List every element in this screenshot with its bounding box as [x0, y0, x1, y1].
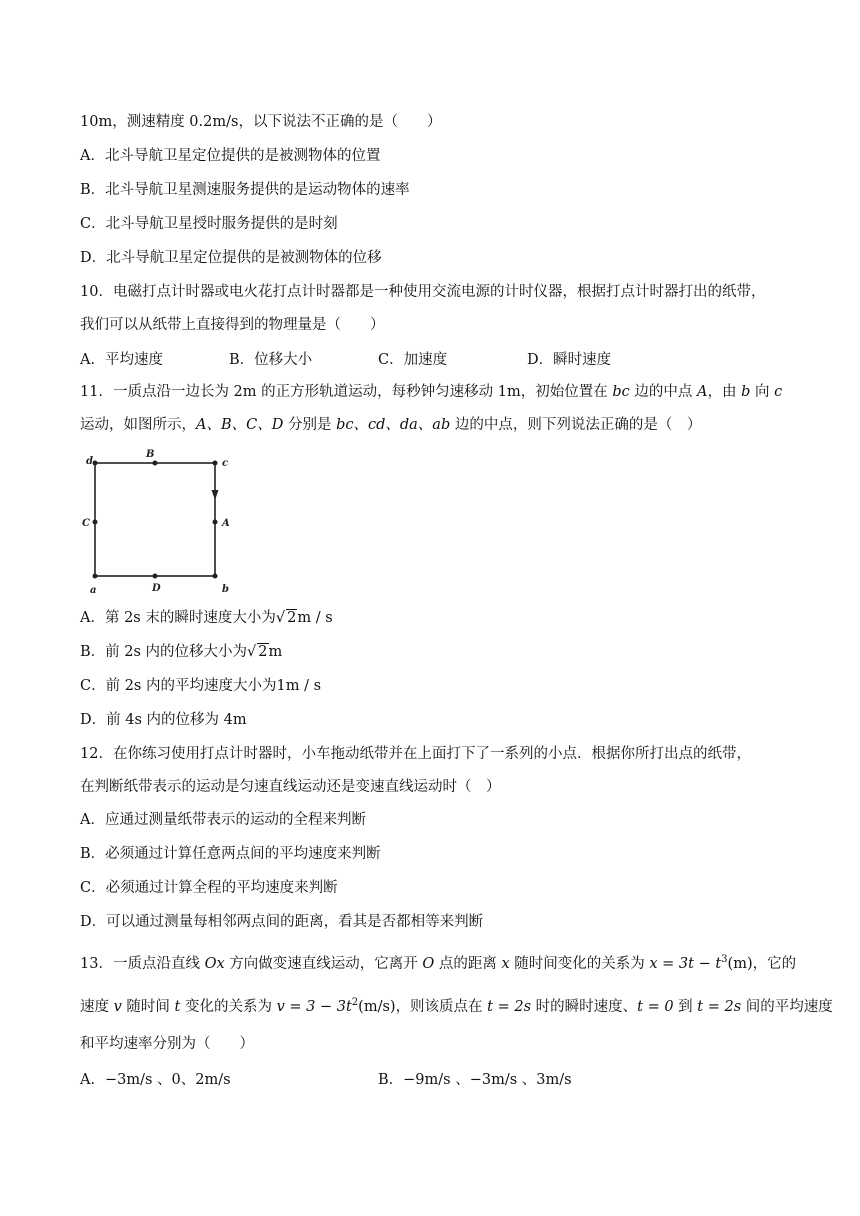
q13-stem-line1: [80, 950, 797, 974]
q9-option-b: B．北斗导航卫星测速服务提供的是运动物体的速率: [80, 182, 410, 198]
q13-text: 间的平均速度: [741, 998, 833, 1015]
q13-var: Ox: [204, 955, 225, 972]
q13-formula: t = 2s: [487, 998, 532, 1015]
q11-text: ，由: [707, 384, 742, 400]
corner-c-dot: [213, 461, 218, 466]
q9-option-a: A．北斗导航卫星定位提供的是被测物体的位置: [80, 148, 381, 164]
q11-option-a: [80, 608, 790, 628]
q13-text: 变化的关系为: [180, 998, 277, 1015]
q13-text: ，它的: [752, 955, 797, 972]
q10-option-d: D．瞬时速度: [527, 352, 612, 368]
q11-stem-line1: [80, 382, 790, 402]
label-B: B: [146, 449, 155, 460]
label-b: b: [222, 584, 229, 595]
q13-stem-line3: 和平均速率分别为（ ）: [80, 1036, 254, 1052]
q13-var: O: [422, 955, 435, 972]
square-track: [95, 463, 215, 576]
q13-text: 随时间: [121, 998, 175, 1015]
q13-option-b: B．−9m/s 、−3m/s 、3m/s: [378, 1072, 572, 1088]
label-d: d: [86, 456, 93, 467]
q13-option-a: A．−3m/s 、0、2m/s: [80, 1072, 231, 1088]
q13-text: 点的距离: [434, 955, 502, 972]
corner-a-dot: [93, 574, 98, 579]
q10-option-a: A．平均速度: [80, 352, 163, 368]
q9-stem-tail: 10m，测速精度 0.2m/s，以下说法不正确的是（ ）: [80, 114, 442, 130]
q13-var: t: [174, 998, 181, 1015]
q11-option-c: [80, 676, 790, 696]
q13-formula: v = 3 − 3t: [276, 998, 352, 1015]
q11-option-d: D．前 4s 内的位移为 4m: [80, 712, 247, 728]
q13-formula: t = 0: [637, 998, 674, 1015]
point-b-dot: [153, 461, 158, 466]
q13-exponent: 2: [351, 997, 359, 1008]
q11-stem-line2: [80, 415, 790, 435]
q11-text: 11．一质点沿一边长为 2m 的正方形轨道运动，每秒钟匀速移动 1m，初始位置在: [80, 384, 613, 400]
q13-text: 方向做变速直线运动，它离开: [224, 955, 423, 972]
q11-text: 运动，如图所示，: [80, 417, 196, 433]
q9-option-c: C．北斗导航卫星授时服务提供的是时刻: [80, 216, 338, 232]
sqrt-icon: √: [247, 644, 257, 660]
direction-arrow-icon: [212, 490, 219, 500]
q13-var: x: [501, 955, 510, 972]
q11-option-b: [80, 642, 790, 662]
q11-option-a-radicand: 2: [287, 610, 297, 626]
q13-text: 时的瞬时速度、: [531, 998, 638, 1015]
q13-text: 13．一质点沿直线: [80, 955, 205, 972]
point-c-dot: [93, 520, 98, 525]
label-A: A: [222, 518, 230, 529]
label-C: C: [82, 518, 90, 529]
q11-option-a-unit: m / s: [297, 610, 333, 626]
q12-option-d: D．可以通过测量每相邻两点间的距离，看其是否都相等来判断: [80, 914, 484, 930]
q12-stem-line1: 12．在你练习使用打点计时器时，小车拖动纸带并在上面打下了一系列的小点．根据你所打出点的纸带，: [80, 746, 751, 762]
q13-text: 速度: [80, 998, 114, 1015]
q12-option-a: A．应通过测量纸带表示的运动的全程来判断: [80, 812, 366, 828]
q13-text: ，则该质点在: [395, 998, 488, 1015]
q13-exponent: 3: [721, 954, 728, 965]
q11-var: A、B、C、D: [196, 417, 284, 433]
q11-var: b: [741, 384, 751, 400]
q13-text: 随时间变化的关系为: [509, 955, 650, 972]
q11-option-c-value: 1m / s: [276, 678, 322, 694]
q13-formula: t = 2s: [697, 998, 742, 1015]
corner-b-dot: [213, 574, 218, 579]
q10-stem-line2: 我们可以从纸带上直接得到的物理量是（ ）: [80, 317, 385, 333]
q13-formula: x = 3t − t: [649, 955, 722, 972]
q11-var: c: [774, 384, 783, 400]
q11-text: 向: [750, 384, 775, 400]
q11-text: 边的中点，则下列说法正确的是（ ）: [450, 417, 702, 433]
q11-option-b-radicand: 2: [258, 644, 268, 660]
point-a-dot: [213, 520, 218, 525]
label-a: a: [90, 585, 97, 596]
q11-text: 边的中点: [629, 384, 697, 400]
q12-option-c: C．必须通过计算全程的平均速度来判断: [80, 880, 338, 896]
q11-text: 分别是: [283, 417, 337, 433]
q11-option-c-text: C．前 2s 内的平均速度大小为: [80, 678, 277, 694]
q13-stem-line2: [80, 993, 833, 1017]
sqrt-icon: √: [275, 610, 286, 626]
label-c: c: [222, 458, 229, 469]
q11-var: bc、cd、da、ab: [336, 417, 451, 433]
q13-unit: (m/s): [358, 998, 396, 1015]
q10-option-c: C．加速度: [378, 352, 448, 368]
square-track-figure: [82, 448, 242, 598]
q11-var: bc: [612, 384, 630, 400]
corner-d-dot: [93, 461, 98, 466]
q13-text: 到: [673, 998, 698, 1015]
q13-var: v: [113, 998, 122, 1015]
q11-option-b-text: B．前 2s 内的位移大小为: [80, 644, 248, 660]
q11-var: A: [696, 384, 708, 400]
q11-option-a-text: A．第 2s 末的瞬时速度大小为: [80, 610, 276, 626]
q11-option-b-unit: m: [268, 644, 283, 660]
q12-stem-line2: 在判断纸带表示的运动是匀速直线运动还是变速直线运动时（ ）: [80, 779, 501, 795]
q10-option-b: B．位移大小: [229, 352, 313, 368]
point-d-dot: [153, 574, 158, 579]
q10-options: [80, 348, 611, 369]
label-D: D: [152, 583, 161, 594]
q9-option-d: D．北斗导航卫星定位提供的是被测物体的位移: [80, 250, 382, 266]
q10-stem-line1: 10．电磁打点计时器或电火花打点计时器都是一种使用交流电源的计时仪器，根据打点计时器打出的纸带，: [80, 284, 766, 300]
q13-unit: (m): [727, 955, 753, 972]
q12-option-b: B．必须通过计算任意两点间的平均速度来判断: [80, 846, 381, 862]
